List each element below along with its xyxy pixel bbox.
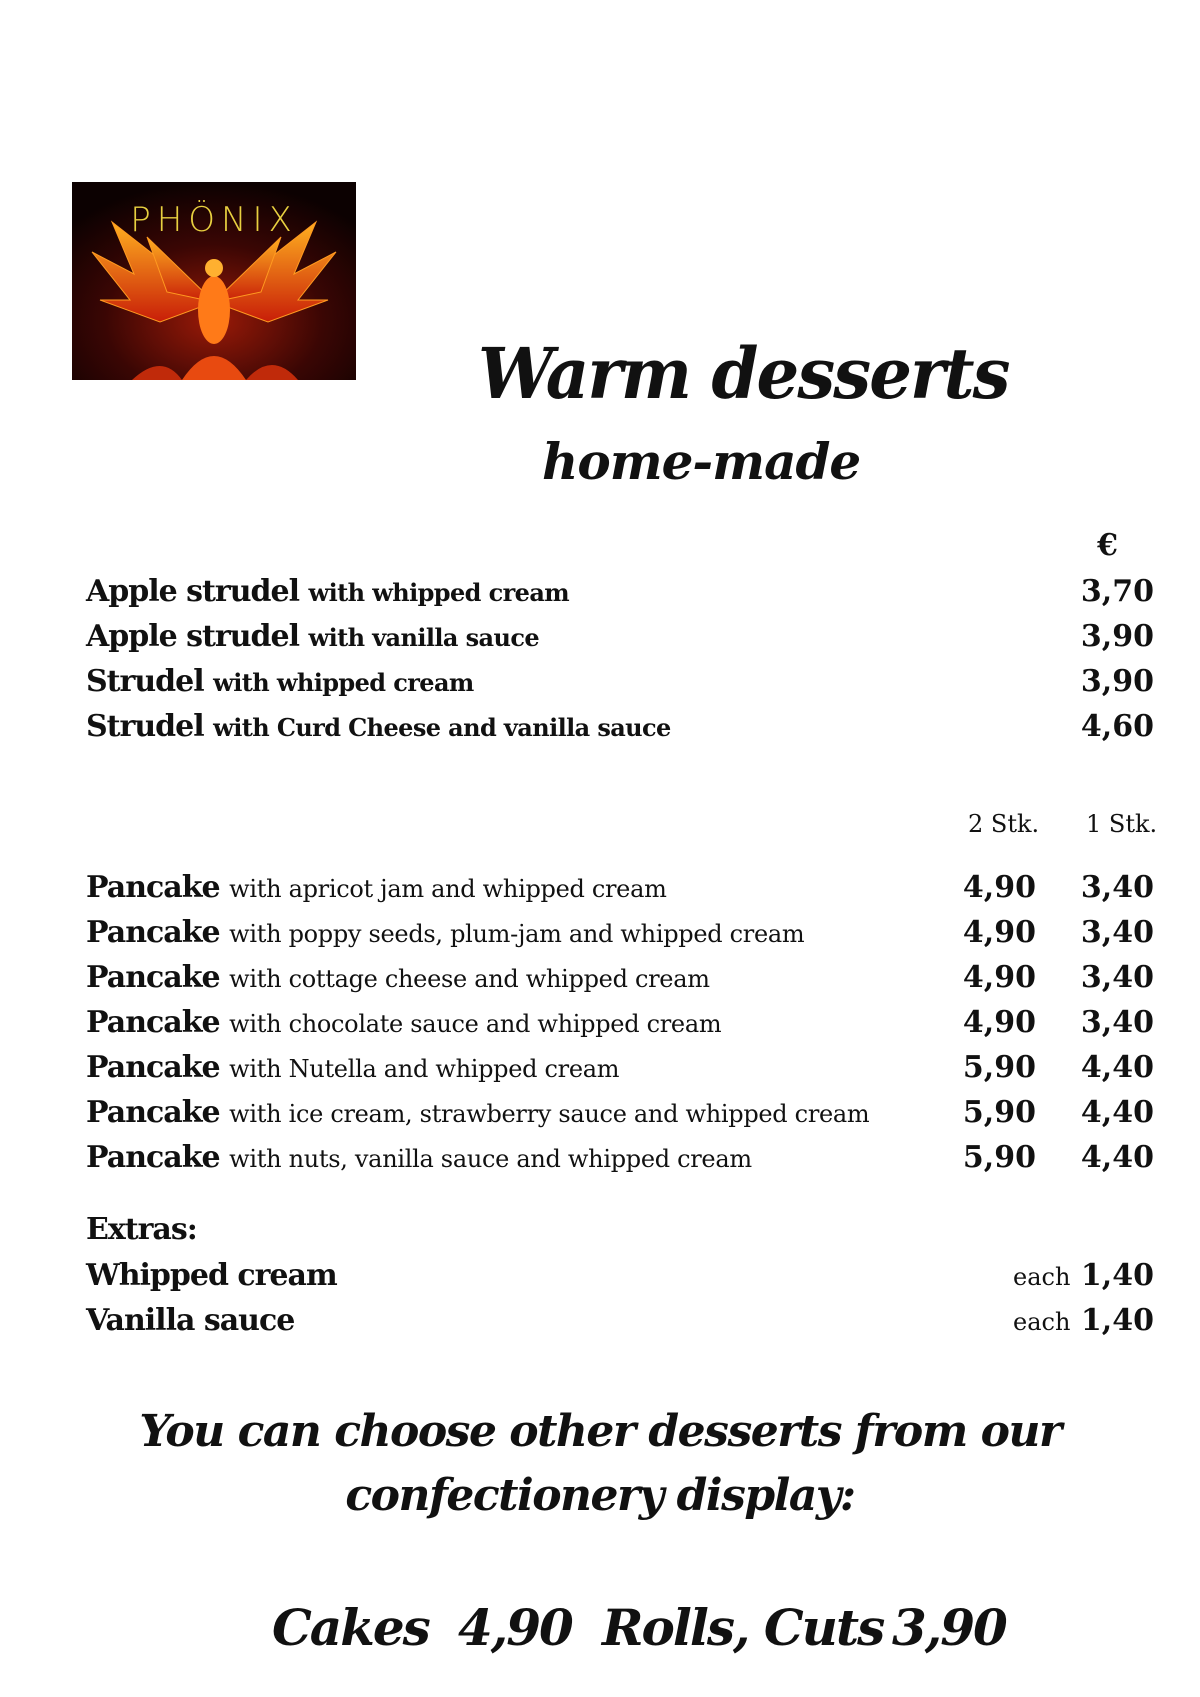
item-price: 4,60 (1080, 709, 1154, 744)
item-name: Apple strudel (86, 619, 299, 654)
strudel-row (86, 574, 1154, 614)
extra-price-value: 1,40 (1080, 1303, 1154, 1338)
price-2-pieces: 4,90 (962, 870, 1036, 905)
item-description: with whipped cream (213, 668, 474, 697)
extra-price (954, 1303, 1154, 1338)
item-description: with Curd Cheese and vanilla sauce (213, 713, 671, 742)
price-1-piece: 4,40 (1080, 1140, 1154, 1175)
item-name: Pancake (86, 960, 220, 995)
price-2-pieces: 4,90 (962, 915, 1036, 950)
item-name: Pancake (86, 915, 220, 950)
price-1-piece: 3,40 (1080, 870, 1154, 905)
pancake-row (86, 870, 1154, 910)
item-description: with nuts, vanilla sauce and whipped cream (229, 1145, 752, 1173)
item-description: with ice cream, strawberry sauce and whipped cream (229, 1100, 870, 1128)
strudel-row (86, 709, 1154, 749)
extras-heading: Extras: (86, 1212, 197, 1247)
pancake-row (86, 1095, 1154, 1135)
pancake-row (86, 960, 1154, 1000)
price-2-pieces: 4,90 (962, 960, 1036, 995)
pancake-row (86, 1050, 1154, 1090)
item-description: with apricot jam and whipped cream (229, 875, 667, 903)
item-description: with chocolate sauce and whipped cream (229, 1010, 722, 1038)
cakes-label: Cakes (272, 1598, 429, 1657)
price-1-piece: 3,40 (1080, 1005, 1154, 1040)
price-2-pieces: 4,90 (962, 1005, 1036, 1040)
note-line-2: confectionery display: (345, 1470, 855, 1521)
item-name: Pancake (86, 870, 220, 905)
pancake-row (86, 915, 1154, 955)
extra-price (954, 1258, 1154, 1293)
price-1-piece: 4,40 (1080, 1050, 1154, 1085)
item-name: Strudel (86, 664, 204, 699)
item-description: with Nutella and whipped cream (229, 1055, 620, 1083)
note-line-1: You can choose other desserts from our (139, 1406, 1061, 1457)
price-1-piece: 3,40 (1080, 915, 1154, 950)
price-2-pieces: 5,90 (962, 1050, 1036, 1085)
rolls-label: Rolls, Cuts (602, 1598, 884, 1657)
price-1-piece: 4,40 (1080, 1095, 1154, 1130)
item-name: Pancake (86, 1095, 220, 1130)
price-2-pieces: 5,90 (962, 1140, 1036, 1175)
item-name: Apple strudel (86, 574, 299, 609)
item-name: Pancake (86, 1050, 220, 1085)
cakes-price: 4,90 (458, 1598, 572, 1657)
item-name: Pancake (86, 1005, 220, 1040)
pancake-row (86, 1005, 1154, 1045)
pancake-row (86, 1140, 1154, 1180)
currency-label: € (1097, 528, 1118, 563)
item-price: 3,90 (1080, 664, 1154, 699)
column-1-piece: 1 Stk. (1086, 810, 1158, 838)
item-price: 3,90 (1080, 619, 1154, 654)
column-2-pieces: 2 Stk. (968, 810, 1040, 838)
strudel-row (86, 619, 1154, 659)
strudel-row (86, 664, 1154, 704)
menu-title: Warm desserts (478, 332, 1009, 415)
extra-row (86, 1258, 1154, 1298)
item-name: Pancake (86, 1140, 220, 1175)
rolls-price: 3,90 (892, 1598, 1006, 1657)
extra-price-value: 1,40 (1080, 1258, 1154, 1293)
extra-row (86, 1303, 1154, 1343)
item-price: 3,70 (1080, 574, 1154, 609)
item-name: Strudel (86, 709, 204, 744)
each-label: each (1013, 1308, 1071, 1336)
menu-subtitle: home-made (542, 432, 861, 491)
item-description: with vanilla sauce (308, 623, 539, 652)
logo-text: PHÖNIX (130, 200, 298, 240)
extra-name: Vanilla sauce (86, 1303, 295, 1338)
item-description: with cottage cheese and whipped cream (229, 965, 710, 993)
extra-name: Whipped cream (86, 1258, 337, 1293)
each-label: each (1013, 1263, 1071, 1291)
price-2-pieces: 5,90 (962, 1095, 1036, 1130)
item-description: with poppy seeds, plum-jam and whipped cream (229, 920, 805, 948)
item-description: with whipped cream (308, 578, 570, 607)
phoenix-logo (72, 182, 356, 380)
price-1-piece: 3,40 (1080, 960, 1154, 995)
